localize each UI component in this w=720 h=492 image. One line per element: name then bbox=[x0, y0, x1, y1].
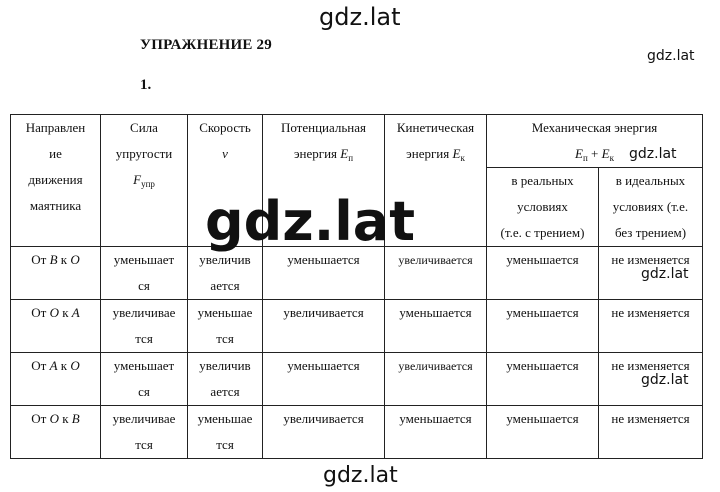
text: тся bbox=[135, 331, 153, 346]
kinetic-symbol bbox=[387, 141, 484, 167]
text: увеличивае bbox=[112, 411, 176, 426]
symbol: F bbox=[133, 172, 142, 187]
text: От bbox=[31, 252, 50, 267]
direction-cell bbox=[11, 247, 101, 300]
header-text: Потенциальная bbox=[280, 120, 367, 135]
text: тся bbox=[216, 331, 234, 346]
speed-symbol: v bbox=[222, 146, 228, 161]
potential-symbol bbox=[265, 141, 382, 167]
potential-cell: уменьшается bbox=[263, 353, 385, 406]
header-real bbox=[487, 168, 599, 247]
table-header-row bbox=[11, 115, 703, 168]
watermark-header-right: gdz.lat bbox=[629, 146, 677, 162]
ideal-cell bbox=[599, 353, 703, 406]
mechanical-formula bbox=[489, 141, 700, 167]
energy-table bbox=[10, 114, 703, 459]
point: A bbox=[49, 358, 58, 373]
kinetic-cell: уменьшается bbox=[385, 406, 487, 459]
ideal-cell: не изменяется bbox=[599, 406, 703, 459]
watermark-row3: gdz.lat bbox=[641, 372, 689, 388]
text: к bbox=[57, 252, 71, 267]
text: не изменяется bbox=[611, 252, 690, 267]
header-text: в идеальных bbox=[615, 173, 686, 188]
text: тся bbox=[216, 437, 234, 452]
point: A bbox=[71, 305, 80, 320]
text: От bbox=[31, 358, 50, 373]
symbol: E bbox=[452, 146, 461, 161]
point: O bbox=[49, 411, 59, 426]
direction-cell bbox=[11, 406, 101, 459]
potential-cell: увеличивается bbox=[263, 300, 385, 353]
text: увеличив bbox=[199, 252, 251, 267]
header-mechanical bbox=[487, 115, 703, 168]
subscript: к bbox=[609, 153, 614, 163]
symbol: E bbox=[340, 146, 349, 161]
watermark-top: gdz.lat bbox=[319, 3, 401, 31]
force-cell bbox=[101, 300, 188, 353]
force-symbol bbox=[103, 167, 185, 193]
ideal-cell bbox=[599, 247, 703, 300]
point: B bbox=[71, 411, 80, 426]
header-text: Кинетическая bbox=[396, 120, 475, 135]
header-text: Механическая энергия bbox=[531, 120, 658, 135]
watermark-right-top: gdz.lat bbox=[647, 48, 695, 64]
text: ся bbox=[138, 384, 150, 399]
header-text: без трением) bbox=[614, 225, 687, 240]
text: увеличив bbox=[199, 358, 251, 373]
table-row bbox=[11, 247, 703, 300]
speed-cell bbox=[188, 247, 263, 300]
subscript: п bbox=[582, 153, 588, 163]
header-text: Скорость bbox=[199, 120, 251, 135]
header-text: упругости bbox=[115, 146, 173, 161]
table-row bbox=[11, 406, 703, 459]
header-force bbox=[101, 115, 188, 247]
speed-cell bbox=[188, 406, 263, 459]
watermark-row1: gdz.lat bbox=[641, 266, 689, 282]
potential-cell: уменьшается bbox=[263, 247, 385, 300]
potential-cell: увеличивается bbox=[263, 406, 385, 459]
symbol: E bbox=[601, 146, 610, 161]
direction-cell bbox=[11, 300, 101, 353]
real-cell: уменьшается bbox=[487, 406, 599, 459]
kinetic-cell: уменьшается bbox=[385, 300, 487, 353]
header-text: Сила bbox=[130, 120, 158, 135]
force-cell bbox=[101, 406, 188, 459]
text: к bbox=[57, 358, 71, 373]
table-row bbox=[11, 353, 703, 406]
exercise-heading: УПРАЖНЕНИЕ 29 bbox=[140, 37, 272, 53]
plus-sign: + bbox=[587, 146, 602, 161]
text: не изменяется bbox=[611, 358, 690, 373]
table-row bbox=[11, 300, 703, 353]
subscript: упр bbox=[141, 179, 155, 189]
direction-cell bbox=[11, 353, 101, 406]
speed-cell bbox=[188, 300, 263, 353]
text: уменьшает bbox=[113, 358, 175, 373]
header-text: маятника bbox=[29, 198, 82, 213]
text: ся bbox=[138, 278, 150, 293]
point: O bbox=[49, 305, 59, 320]
subscript: к bbox=[460, 153, 465, 163]
point: B bbox=[49, 252, 58, 267]
header-text: движения bbox=[28, 172, 83, 187]
point: O bbox=[70, 252, 80, 267]
subscript: п bbox=[348, 153, 354, 163]
header-text: в реальных bbox=[511, 173, 574, 188]
force-cell bbox=[101, 353, 188, 406]
text: уменьшае bbox=[197, 305, 253, 320]
real-cell: уменьшается bbox=[487, 247, 599, 300]
speed-cell bbox=[188, 353, 263, 406]
text: тся bbox=[135, 437, 153, 452]
symbol: E bbox=[575, 146, 583, 161]
text: ается bbox=[210, 384, 240, 399]
text: к bbox=[58, 411, 72, 426]
force-cell bbox=[101, 247, 188, 300]
text: От bbox=[31, 305, 50, 320]
real-cell: уменьшается bbox=[487, 353, 599, 406]
header-text: энергия bbox=[293, 146, 341, 161]
header-text: энергия bbox=[406, 146, 453, 161]
text: От bbox=[31, 411, 50, 426]
watermark-center: gdz.lat bbox=[205, 190, 416, 253]
point: O bbox=[70, 358, 80, 373]
header-text: Направлен bbox=[25, 120, 86, 135]
text: к bbox=[58, 305, 72, 320]
header-ideal bbox=[599, 168, 703, 247]
header-text: ие bbox=[49, 146, 62, 161]
kinetic-cell: увеличивается bbox=[385, 247, 487, 300]
text: увеличивае bbox=[112, 305, 176, 320]
text: ается bbox=[210, 278, 240, 293]
header-text: условиях (т.е. bbox=[612, 199, 689, 214]
kinetic-cell: увеличивается bbox=[385, 353, 487, 406]
header-text: условиях bbox=[517, 199, 568, 214]
watermark-bottom: gdz.lat bbox=[323, 463, 398, 488]
ideal-cell: не изменяется bbox=[599, 300, 703, 353]
item-number: 1. bbox=[140, 77, 152, 93]
header-direction bbox=[11, 115, 101, 247]
real-cell: уменьшается bbox=[487, 300, 599, 353]
text: уменьшает bbox=[113, 252, 175, 267]
header-text: (т.е. с трением) bbox=[500, 225, 585, 240]
text: уменьшае bbox=[197, 411, 253, 426]
